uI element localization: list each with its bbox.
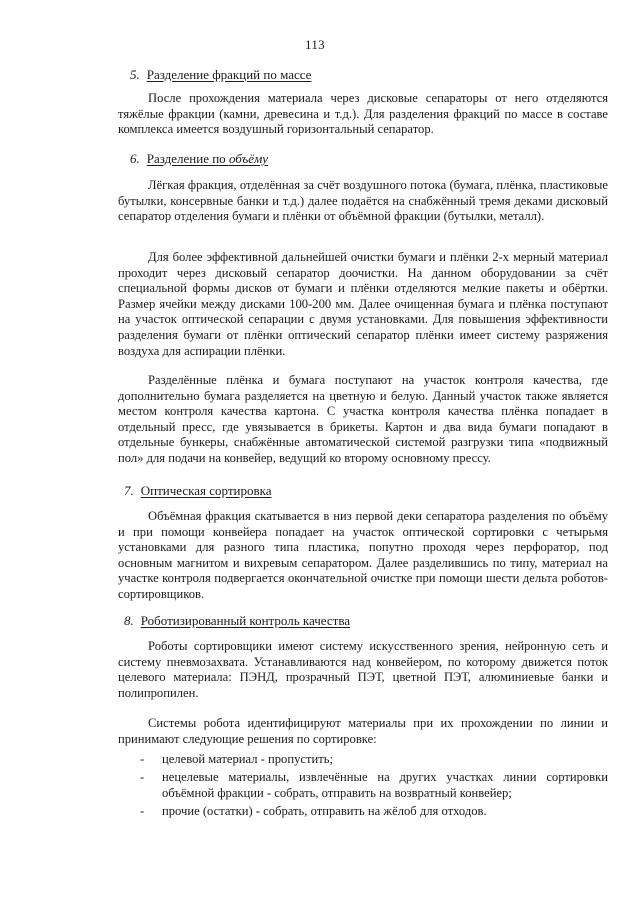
list-item-text: нецелевые материалы, извлечённые на других участках линии сортировки объёмной фракции - собрать, отправить на возвратный конвейер;: [162, 770, 608, 800]
section-title-italic: объёму: [228, 151, 269, 166]
section-heading-7: [124, 483, 272, 498]
section-title: Разделение фракций по массе: [146, 67, 312, 82]
list-dash: -: [140, 804, 145, 819]
section-number: 7.: [124, 483, 134, 498]
paragraph-additional-cleaning: Для более эффективной дальнейшей очистки бумаги и плёнки 2-х мерный материал проходит через дисковый сепаратор доочистки. На данном оборудовании за счёт специальной формы дисков от бумаги и плёнки отделяются мелкие пакеты и обёртки. Размер ячейки между дисками 100-200 мм. Далее очищенная бумага и плёнка поступают на участок оптической сепарации с двумя установками. Для повышения эффективности разделения бумаги от плёнки оптический сепаратор плёнки имеет систему разряжения воздуха для аспирации плёнки.: [118, 250, 608, 358]
list-item: [140, 770, 608, 801]
section-title-prefix: Разделение по: [146, 151, 229, 166]
page-number: 113: [305, 37, 325, 52]
section-heading-5: [130, 67, 311, 82]
section-title: [147, 151, 268, 166]
section-heading-6: [130, 151, 268, 166]
list-item: [140, 752, 608, 767]
paragraph-light-fraction: Лёгкая фракция, отделённая за счёт воздушного потока (бумага, плёнка, пластиковые бутылки, консервные банки и т.д.) далее подаётся на снабжённый тремя деками дисковый сепаратор отделения бумаги и плёнки от объёмной фракции (бутылки, металл).: [118, 178, 608, 224]
paragraph-robot-sorters: Роботы сортировщики имеют систему искусственного зрения, нейронную сеть и систему пневмозахвата. Устанавливаются над конвейером, по которому движется поток целевого материала: ПЭНД, прозрачный ПЭТ, цветной ПЭТ, алюминиевые банки и полипропилен.: [118, 639, 608, 700]
section-heading-8: [124, 613, 350, 628]
list-dash: -: [140, 770, 145, 785]
section-title: Роботизированный контроль качества: [140, 613, 351, 628]
paragraph-mass-separation: После прохождения материала через дисковые сепараторы от него отделяются тяжёлые фракции (камни, древесина и т.д.). Для разделения фракций по массе в составе комплекса имеется воздушный горизонтальный сепаратор.: [118, 91, 608, 137]
paragraph-volume-fraction: Объёмная фракция скатывается в низ первой деки сепаратора разделения по объёму и при помощи конвейера попадает на участок оптической сортировки с четырьмя установками для разного типа пластика, попутно проходя через перфоратор, под основным магнитом и вихревым сепаратором. Далее разделившись по типу, материал на участке контроля подвергается окончательной очистке при помощи шести дельта роботов-сортировщиков.: [118, 509, 608, 601]
list-item-text: целевой материал - пропустить;: [162, 752, 333, 766]
section-number: 5.: [130, 67, 140, 82]
list-dash: -: [140, 752, 145, 766]
section-number: 6.: [130, 151, 140, 166]
paragraph-quality-control: Разделённые плёнка и бумага поступают на участок контроля качества, где дополнительно бумага разделяется на цветную и белую. Данный участок также является местом контроля качества картона. С участка контроля качества плёнка попадает в отдельный пресс, где увязывается в брикеты. Картон и два вида бумаги попадают в отдельные бункеры, снабжённые автоматической системой разгрузки типа «подвижный пол» для подачи на конвейер, ведущий ко второму основному прессу.: [118, 373, 608, 465]
paragraph-robot-decisions: Системы робота идентифицируют материалы при их прохождении по линии и принимают следующие решения по сортировке:: [118, 716, 608, 746]
section-number: 8.: [124, 613, 134, 628]
section-title: Оптическая сортировка: [140, 483, 272, 498]
list-item-text: прочие (остатки) - собрать, отправить на жёлоб для отходов.: [162, 804, 487, 819]
list-item: [140, 804, 608, 819]
decision-list: [140, 752, 608, 823]
